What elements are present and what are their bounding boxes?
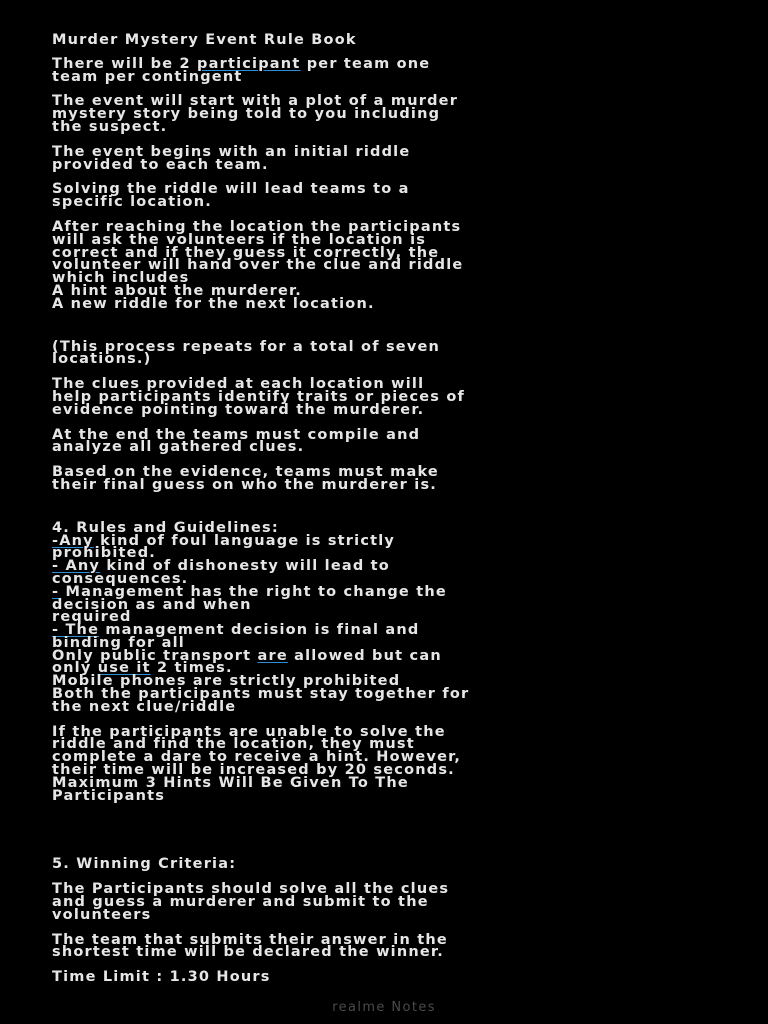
spellcheck-word-use-it[interactable]: use it — [97, 660, 151, 677]
rule-foul-language-text: kind of foul language is strictly prohibited. — [52, 532, 396, 562]
paragraph-location: Solving the riddle will lead teams to a specific location. — [52, 181, 410, 211]
rule-foul-language — [52, 532, 732, 562]
spellcheck-word-any-1[interactable]: -Any — [52, 532, 94, 549]
rules-heading: 4. Rules and Guidelines: — [52, 519, 279, 536]
paragraph-repeat: (This process repeats for a total of seven locations.) — [52, 338, 441, 368]
paragraph-clues: The clues provided at each location will help participants identify traits or pieces of evidence pointing toward the murderer. — [52, 376, 466, 418]
rule-transport-mid: allowed but can only — [52, 647, 442, 677]
rule-mobile-phones: Mobile phones are strictly prohibited — [52, 673, 401, 690]
rule-management-final — [52, 624, 732, 650]
rule-stay-together: Both the participants must stay together for the next clue/riddle — [52, 686, 470, 715]
spellcheck-dash[interactable]: - — [52, 583, 60, 600]
winning-heading: 5. Winning Criteria: — [52, 856, 237, 873]
intro-paragraph — [52, 55, 732, 85]
paragraph-initial-riddle: The event begins with an initial riddle provided to each team. — [52, 143, 411, 173]
app-watermark: realme Notes — [332, 1000, 436, 1015]
spellcheck-word-participant[interactable]: participant — [197, 55, 301, 72]
paragraph-after-reaching: After reaching the location the participants will ask the volunteers if the location is correct and if they guess it correctly, the volunteer will hand over the clue and riddle which includes A hint about the murderer. A new riddle for the next location. — [52, 218, 464, 312]
paragraph-end: At the end the teams must compile and analyze all gathered clues. — [52, 426, 421, 456]
rule-management-final-text: management decision is final and binding for all — [52, 622, 420, 651]
spellcheck-word-any-2[interactable]: - Any — [52, 558, 101, 575]
rule-dishonesty-text: kind of dishonesty will lead to consequences. — [52, 558, 390, 587]
spellcheck-word-are[interactable]: are — [257, 647, 288, 664]
rule-management-change — [52, 583, 732, 626]
rule-transport-prefix: Only public transport — [52, 647, 258, 664]
paragraph-start: The event will start with a plot of a murder mystery story being told to you including the suspect. — [52, 93, 459, 135]
paragraph-dare: If the participants are unable to solve the riddle and find the location, they must complete a dare to receive a hint. However, their time will be increased by 20 seconds. Maximum 3 Hints Will Be Given To The Participants — [52, 723, 462, 804]
spellcheck-word-the[interactable]: - The — [52, 622, 100, 639]
intro-prefix: There will be 2 — [52, 55, 198, 72]
paragraph-win-solve: The Participants should solve all the clues and guess a murderer and submit to the volunteers — [52, 881, 450, 923]
paragraph-win-shortest: The team that submits their answer in the shortest time will be declared the winner. — [52, 931, 448, 961]
note-title: Murder Mystery Event Rule Book — [52, 32, 357, 48]
intro-suffix: per team one team per contingent — [52, 55, 431, 85]
rule-management-change-text: Management has the right to change the decision as and when required — [52, 583, 447, 626]
rule-public-transport — [52, 647, 732, 677]
note-body[interactable] — [52, 34, 732, 984]
rule-dishonesty — [52, 560, 732, 586]
rule-transport-suffix: 2 times. — [150, 660, 233, 677]
time-limit: Time Limit : 1.30 Hours — [52, 969, 271, 986]
paragraph-final-guess: Based on the evidence, teams must make their final guess on who the murderer is. — [52, 464, 439, 493]
